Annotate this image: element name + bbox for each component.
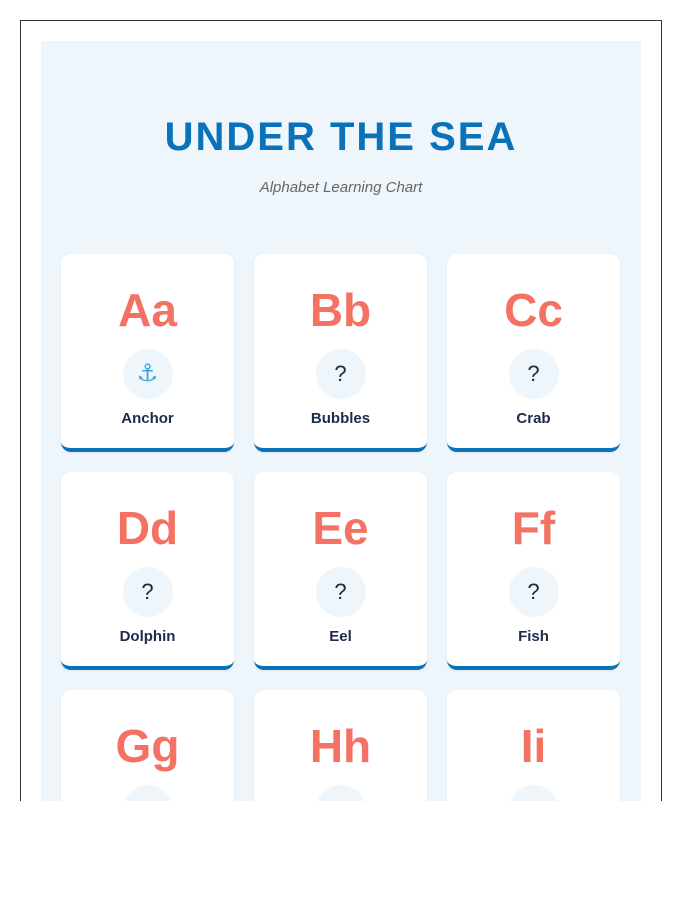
letter-card-g (61, 690, 234, 801)
unknown-icon (509, 785, 559, 801)
page-subtitle: Alphabet Learning Chart (259, 179, 423, 196)
letter-card-d (61, 472, 234, 670)
card-word: Dolphin (119, 628, 176, 645)
letter-card-i (447, 690, 620, 801)
letter-card-a (61, 254, 234, 452)
letter-card-h (254, 690, 427, 801)
unknown-icon: ? (316, 349, 366, 399)
letter-card-b (254, 254, 427, 452)
card-word: Crab (516, 410, 551, 427)
card-letter: Ee (312, 502, 369, 554)
card-letter: Ff (511, 502, 556, 554)
card-word: Fish (518, 628, 549, 645)
card-letter: Ii (520, 720, 547, 772)
unknown-icon: ? (123, 567, 173, 617)
card-word: Eel (329, 628, 352, 645)
card-letter: Gg (115, 720, 180, 772)
page-title: UNDER THE SEA (164, 115, 518, 159)
card-letter: Bb (309, 284, 372, 336)
card-word: Bubbles (310, 410, 371, 427)
anchor-icon: ⚓ (123, 349, 173, 399)
alphabet-grid (61, 254, 621, 801)
card-letter: Aa (118, 284, 177, 336)
card-word: Anchor (121, 410, 174, 427)
unknown-icon: ? (316, 567, 366, 617)
card-letter: Hh (309, 720, 372, 772)
letter-card-f (447, 472, 620, 670)
card-letter: Cc (504, 284, 563, 336)
letter-card-c (447, 254, 620, 452)
chart-panel (41, 41, 641, 801)
unknown-icon (123, 785, 173, 801)
unknown-icon: ? (509, 567, 559, 617)
unknown-icon: ? (509, 349, 559, 399)
unknown-icon (316, 785, 366, 801)
card-letter: Dd (116, 502, 179, 554)
letter-card-e (254, 472, 427, 670)
page-frame (20, 20, 662, 801)
